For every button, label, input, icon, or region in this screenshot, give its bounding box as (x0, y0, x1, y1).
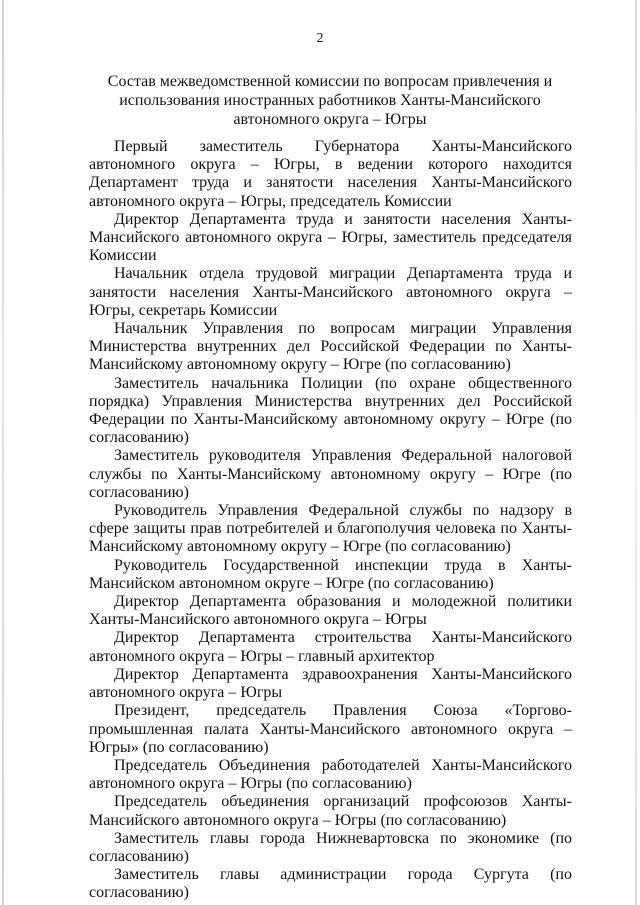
member-entry: Руководитель Государственной инспекции труда в Ханты-Мансийском автономном округе – Югре (по согласованию) (89, 556, 572, 592)
member-entry: Начальник отдела трудовой миграции Департамента труда и занятости населения Ханты-Мансийского автономного округа – Югры, секретарь Комиссии (89, 265, 572, 319)
member-entry: Заместитель главы города Нижневартовска по экономике (по согласованию) (89, 829, 572, 865)
member-entry: Директор Департамента труда и занятости населения Ханты-Мансийского автономного округа – Югры, заместитель председателя Комиссии (89, 210, 572, 265)
member-entry: Председатель Объединения работодателей Ханты-Мансийского автономного округа – Югры (по согласованию) (89, 756, 572, 793)
member-entry: Заместитель главы администрации города Сургута (по согласованию) (89, 866, 572, 902)
member-entry: Председатель объединения организаций профсоюзов Ханты-Мансийского автономного округа – Югры (по согласованию) (89, 793, 572, 829)
member-entry: Директор Департамента образования и молодежной политики Ханты-Мансийского автономного округа – Югры (89, 593, 572, 629)
page-number: 2 (316, 31, 324, 46)
member-entry: Руководитель Управления Федеральной службы по надзору в сфере защиты прав потребителей и благополучия человека по Ханты-Мансийскому автономному округу – Югре (по согласованию) (89, 502, 572, 556)
scan-edge-right (635, 0, 637, 905)
scan-edge-left (2, 0, 4, 905)
member-entry: Начальник Управления по вопросам миграции Управления Министерства внутренних дел Российской Федерации по Ханты-Мансийскому автономному округу – Югре (по согласованию) (89, 320, 572, 374)
members-list (89, 138, 572, 903)
member-entry: Директор Департамента строительства Ханты-Мансийского автономного округа – Югры – главный архитектор (89, 629, 572, 665)
document-title: Состав межведомственной комиссии по вопросам привлечения и использования иностранных работников Ханты-Мансийского автономного округа – Югры (107, 73, 553, 128)
member-entry: Президент, председатель Правления Союза «Торгово-промышленная палата Ханты-Мансийского автономного округа – Югры» (по согласованию) (89, 702, 572, 756)
member-entry: Заместитель руководителя Управления Федеральной налоговой службы по Ханты-Мансийскому автономному округу – Югре (по согласованию) (89, 447, 572, 501)
member-entry: Директор Департамента здравоохранения Ханты-Мансийского автономного округа – Югры (89, 665, 572, 702)
member-entry: Первый заместитель Губернатора Ханты-Мансийского автономного округа – Югры, в ведении которого находится Департамент труда и занятости населения Ханты-Мансийского автономного округа – Югры, председатель Комиссии (89, 138, 572, 210)
member-entry: Заместитель начальника Полиции (по охране общественного порядка) Управления Министерства внутренних дел Российской Федерации по Ханты-Мансийскому автономному округу – Югре (по согласованию) (89, 374, 572, 447)
